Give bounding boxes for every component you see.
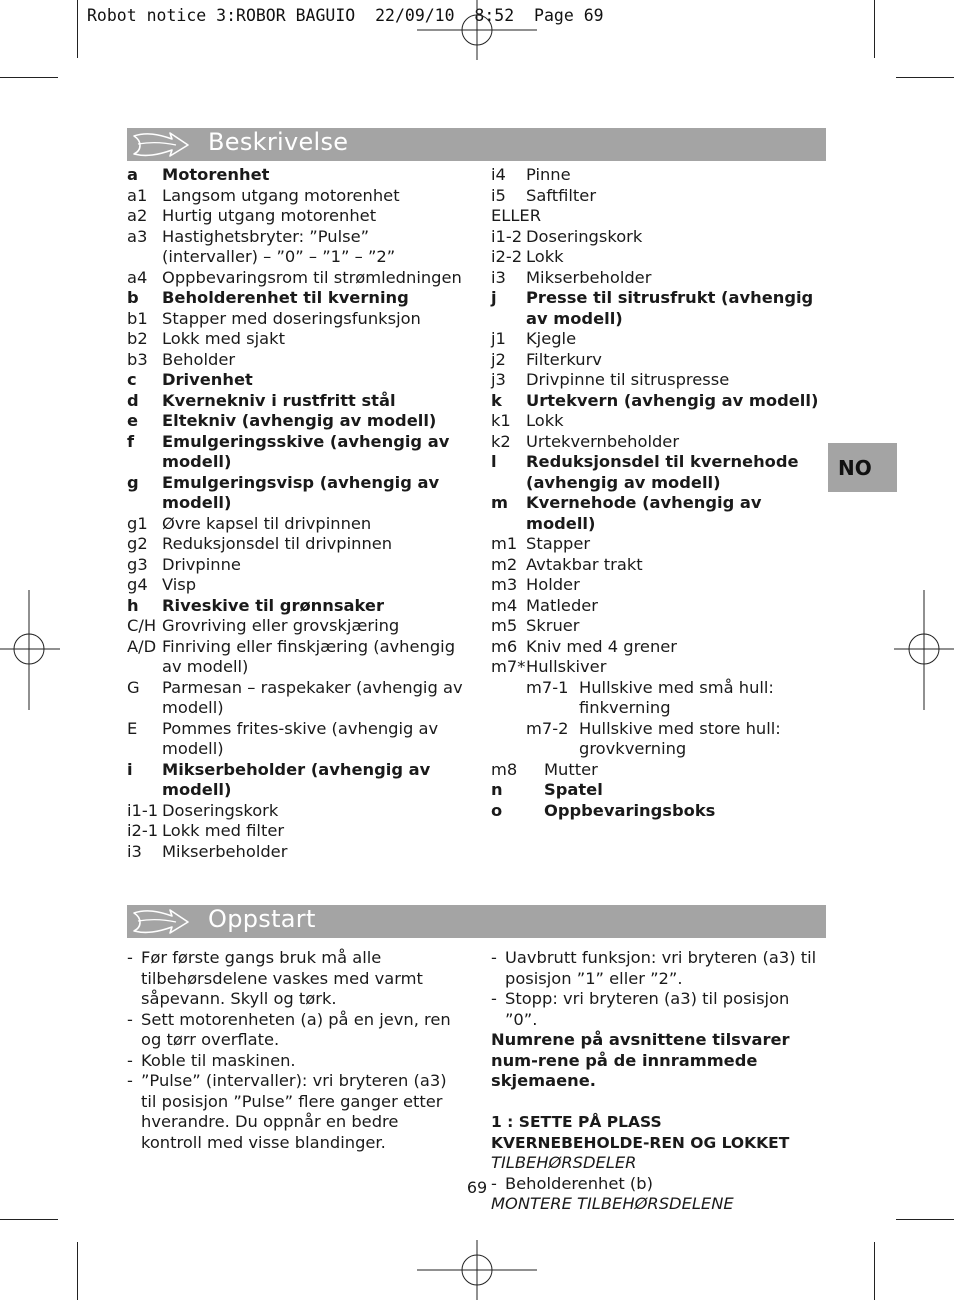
print-header: Robot notice 3:ROBOR BAGUIO 22/09/10 8:52 Page 69 <box>87 6 604 25</box>
item-code: k2 <box>491 431 511 451</box>
list-item <box>491 534 826 555</box>
item-code: a2 <box>127 206 148 225</box>
item-code: a4 <box>127 267 148 287</box>
item-code: b <box>127 288 139 307</box>
item-code: j <box>491 288 497 307</box>
list-item <box>127 616 467 637</box>
list-item <box>491 452 826 493</box>
list-item <box>127 821 467 842</box>
item-label: Oppbevaringsboks <box>544 800 716 820</box>
list-item <box>491 165 826 186</box>
item-code: g <box>127 472 139 492</box>
item-code: d <box>127 390 139 410</box>
item-label: Stapper med doseringsfunksjon <box>162 308 421 328</box>
registration-mark-icon <box>0 590 60 710</box>
item-label: Finriving eller finskjæring (avhengig av modell) <box>162 636 456 676</box>
list-item <box>127 473 467 514</box>
item-code: f <box>127 431 135 451</box>
list-item <box>127 719 467 760</box>
item-label: Beholder <box>162 349 236 369</box>
item-label: Visp <box>162 575 197 594</box>
item-code: g4 <box>127 575 148 594</box>
item-label: Riveskive til grønnsaker <box>162 595 384 615</box>
item-label: Mikserbeholder <box>162 841 288 861</box>
item-code: j2 <box>491 349 506 369</box>
item-code: i1-2 <box>491 226 523 246</box>
item-code: m7-2 <box>526 718 569 738</box>
item-label: Presse til sitrusfrukt (avhengig av modell) <box>526 288 814 328</box>
crop-mark <box>0 1219 58 1220</box>
crop-mark <box>77 1242 78 1300</box>
list-item: - Stopp: vri bryteren (a3) til posisjon ”0”. <box>491 989 790 1029</box>
language-tab: NO <box>828 443 897 492</box>
parts-list-right <box>491 165 826 821</box>
list-item <box>127 678 467 719</box>
item-code: m6 <box>491 636 518 656</box>
item-label: Doseringskork <box>162 800 279 820</box>
list-item <box>491 575 826 596</box>
list-item <box>127 165 467 186</box>
list-item <box>491 411 826 432</box>
list-item <box>127 596 467 617</box>
crop-mark <box>874 1242 875 1300</box>
item-code: A/D <box>127 636 157 656</box>
item-label: Grovriving eller grovskjæring <box>162 616 400 635</box>
list-item <box>127 206 467 227</box>
item-code: o <box>491 800 503 820</box>
item-label: Kjegle <box>526 329 577 348</box>
item-code: g1 <box>127 513 148 533</box>
list-item <box>491 329 826 350</box>
crop-mark <box>77 0 78 58</box>
list-item <box>491 247 826 268</box>
item-code: l <box>491 452 497 471</box>
crop-mark <box>874 0 875 58</box>
item-code: n <box>491 780 503 799</box>
list-item <box>127 370 467 391</box>
list-item <box>491 801 826 822</box>
item-code: i5 <box>491 185 506 205</box>
list-item <box>491 227 826 248</box>
list-item <box>127 186 467 207</box>
item-code: j1 <box>491 329 506 348</box>
item-code: c <box>127 370 137 389</box>
registration-mark-icon <box>894 590 954 710</box>
list-item: - Beholderenhet (b) <box>491 1173 653 1193</box>
item-label: Motorenhet <box>162 165 270 184</box>
item-label: Emulgeringsvisp (avhengig av modell) <box>162 472 440 512</box>
item-label: Stapper <box>526 534 591 553</box>
list-item: ELLER <box>491 206 542 225</box>
item-label: Urtekvernbeholder <box>526 431 680 451</box>
list-item <box>127 227 467 268</box>
registration-mark-icon <box>417 0 537 60</box>
item-label: Avtakbar trakt <box>526 554 643 574</box>
item-code: a3 <box>127 226 148 246</box>
item-label: Drivenhet <box>162 370 253 389</box>
list-item <box>491 616 826 637</box>
oppstart-left <box>127 948 462 1153</box>
item-label: Hastighetsbryter: ”Pulse” (intervaller) – ”0” – ”1” – ”2” <box>162 226 396 266</box>
list-item <box>491 637 826 658</box>
list-item <box>491 370 826 391</box>
item-label: Pommes frites-skive (avhengig av modell) <box>162 718 439 758</box>
list-item <box>127 391 467 412</box>
item-label: Saftfilter <box>526 185 597 205</box>
list-item: - Uavbrutt funksjon: vri bryteren (a3) til posisjon ”1” eller ”2”. <box>491 948 817 988</box>
item-code: m2 <box>491 554 518 574</box>
item-label: Langsom utgang motorenhet <box>162 185 400 205</box>
item-label: Doseringskork <box>526 226 643 246</box>
page-number: 69 <box>466 1178 488 1197</box>
item-label: Pinne <box>526 165 571 184</box>
item-label: Drivpinne til sitruspresse <box>526 370 730 389</box>
list-item <box>491 268 826 289</box>
list-item <box>127 555 467 576</box>
item-code: e <box>127 411 139 430</box>
item-code: a <box>127 165 138 184</box>
list-item <box>127 288 467 309</box>
item-label: Eltekniv (avhengig av modell) <box>162 411 437 430</box>
item-label: Oppbevaringsrom til strømledningen <box>162 267 462 287</box>
item-code: i <box>127 759 133 779</box>
list-item: - ”Pulse” (intervaller): vri bryteren (a3) til posisjon ”Pulse” flere ganger etter hverandre. Du oppnår en bedre kontroll med visse blandinger. <box>127 1071 447 1152</box>
item-label: Skruer <box>526 616 580 635</box>
item-label: Beholderenhet til kverning <box>162 288 409 307</box>
oppstart-right <box>491 948 826 1215</box>
list-item <box>127 575 467 596</box>
item-code: G <box>127 677 140 697</box>
list-item <box>127 432 467 473</box>
item-code: k1 <box>491 411 511 430</box>
item-code: E <box>127 718 138 738</box>
list-item <box>127 637 467 678</box>
subheading: TILBEHØRSDELER <box>491 1153 637 1172</box>
item-code: a1 <box>127 185 148 205</box>
item-code: g2 <box>127 534 148 553</box>
item-code: m3 <box>491 575 518 594</box>
section-header-beskrivelse <box>127 128 826 161</box>
item-label: Filterkurv <box>526 349 602 369</box>
item-code: j3 <box>491 370 506 389</box>
item-code: m1 <box>491 534 518 553</box>
item-label: Reduksjonsdel til kvernehode (avhengig av modell) <box>526 452 799 492</box>
parts-list-left <box>127 165 467 862</box>
item-label: Holder <box>526 575 580 594</box>
item-code: i2-1 <box>127 821 159 840</box>
list-item <box>491 760 826 781</box>
item-code: i1-1 <box>127 800 159 820</box>
item-code: i3 <box>491 267 506 287</box>
registration-mark-icon <box>417 1240 537 1300</box>
item-label: Drivpinne <box>162 554 241 574</box>
item-code: m4 <box>491 595 518 615</box>
list-item <box>127 760 467 801</box>
item-label: Lokk <box>526 411 564 430</box>
item-label: Kniv med 4 grener <box>526 636 677 656</box>
item-code: g3 <box>127 554 148 574</box>
step-title: 1 : SETTE PÅ PLASS KVERNEBEHOLDE-REN OG LOKKET <box>491 1113 790 1152</box>
item-label: Mikserbeholder <box>526 267 652 287</box>
list-item <box>127 514 467 535</box>
list-item <box>127 309 467 330</box>
item-label: Matleder <box>526 595 598 615</box>
item-label: Emulgeringsskive (avhengig av modell) <box>162 431 450 471</box>
item-label: Lokk med sjakt <box>162 329 285 348</box>
item-code: i3 <box>127 841 142 861</box>
item-label: Urtekvern (avhengig av modell) <box>526 390 819 410</box>
list-item: - Sett motorenheten (a) på en jevn, ren og tørr overflate. <box>127 1009 451 1049</box>
section-header-oppstart <box>127 905 826 938</box>
list-item <box>491 391 826 412</box>
subheading: MONTERE TILBEHØRSDELENE <box>491 1194 734 1213</box>
list-item <box>491 555 826 576</box>
item-code: h <box>127 595 139 615</box>
list-item <box>127 801 467 822</box>
item-label: Lokk <box>526 247 564 266</box>
list-item <box>491 432 826 453</box>
item-label: Mutter <box>544 759 598 779</box>
item-code: m7* <box>491 657 526 676</box>
item-code: k <box>491 390 502 410</box>
item-code: m7-1 <box>526 677 569 697</box>
section-title: Oppstart <box>208 905 316 933</box>
arrow-icon <box>132 907 190 937</box>
list-item <box>127 534 467 555</box>
item-label: Øvre kapsel til drivpinnen <box>162 513 372 533</box>
item-code: b1 <box>127 308 148 328</box>
list-item <box>491 780 826 801</box>
item-label: Hullskive med små hull: finkverning <box>579 677 774 717</box>
list-item <box>127 842 467 863</box>
list-item <box>127 268 467 289</box>
section-title: Beskrivelse <box>208 128 349 156</box>
list-item <box>491 657 826 678</box>
item-code: C/H <box>127 616 157 635</box>
crop-mark <box>0 77 58 78</box>
arrow-icon <box>132 130 190 160</box>
item-label: Mikserbeholder (avhengig av modell) <box>162 759 431 799</box>
item-label: Kvernehode (avhengig av modell) <box>526 493 762 533</box>
list-item <box>491 186 826 207</box>
item-code: i4 <box>491 165 506 184</box>
note-paragraph: Numrene på avsnittene tilsvarer num-rene på de innrammede skjemaene. <box>491 1030 790 1090</box>
crop-mark <box>896 1219 954 1220</box>
item-label: Parmesan – raspekaker (avhengig av modell) <box>162 677 463 717</box>
item-label: Reduksjonsdel til drivpinnen <box>162 534 393 553</box>
list-item <box>127 329 467 350</box>
list-item <box>127 411 467 432</box>
item-code: m5 <box>491 616 518 635</box>
item-label: Hurtig utgang motorenhet <box>162 206 377 225</box>
item-label: Lokk med filter <box>162 821 285 840</box>
item-code: m8 <box>491 759 518 779</box>
list-item <box>491 493 826 534</box>
item-code: b2 <box>127 329 148 348</box>
crop-mark <box>896 77 954 78</box>
item-code: i2-2 <box>491 247 523 266</box>
item-code: b3 <box>127 349 148 369</box>
item-label: Kvernekniv i rustfritt stål <box>162 390 396 410</box>
list-item <box>491 596 826 617</box>
list-item <box>491 288 826 329</box>
list-item: - Koble til maskinen. <box>127 1050 296 1070</box>
list-item <box>491 678 826 719</box>
list-item: - Før første gangs bruk må alle tilbehørsdelene vaskes med varmt såpevann. Skyll og tørk. <box>127 948 423 1008</box>
list-item <box>127 350 467 371</box>
item-label: Spatel <box>544 780 603 799</box>
list-item <box>491 719 826 760</box>
item-code: m <box>491 493 508 512</box>
item-label: Hullskive med store hull: grovkverning <box>579 718 781 758</box>
list-item <box>491 350 826 371</box>
item-label: Hullskiver <box>526 657 607 676</box>
